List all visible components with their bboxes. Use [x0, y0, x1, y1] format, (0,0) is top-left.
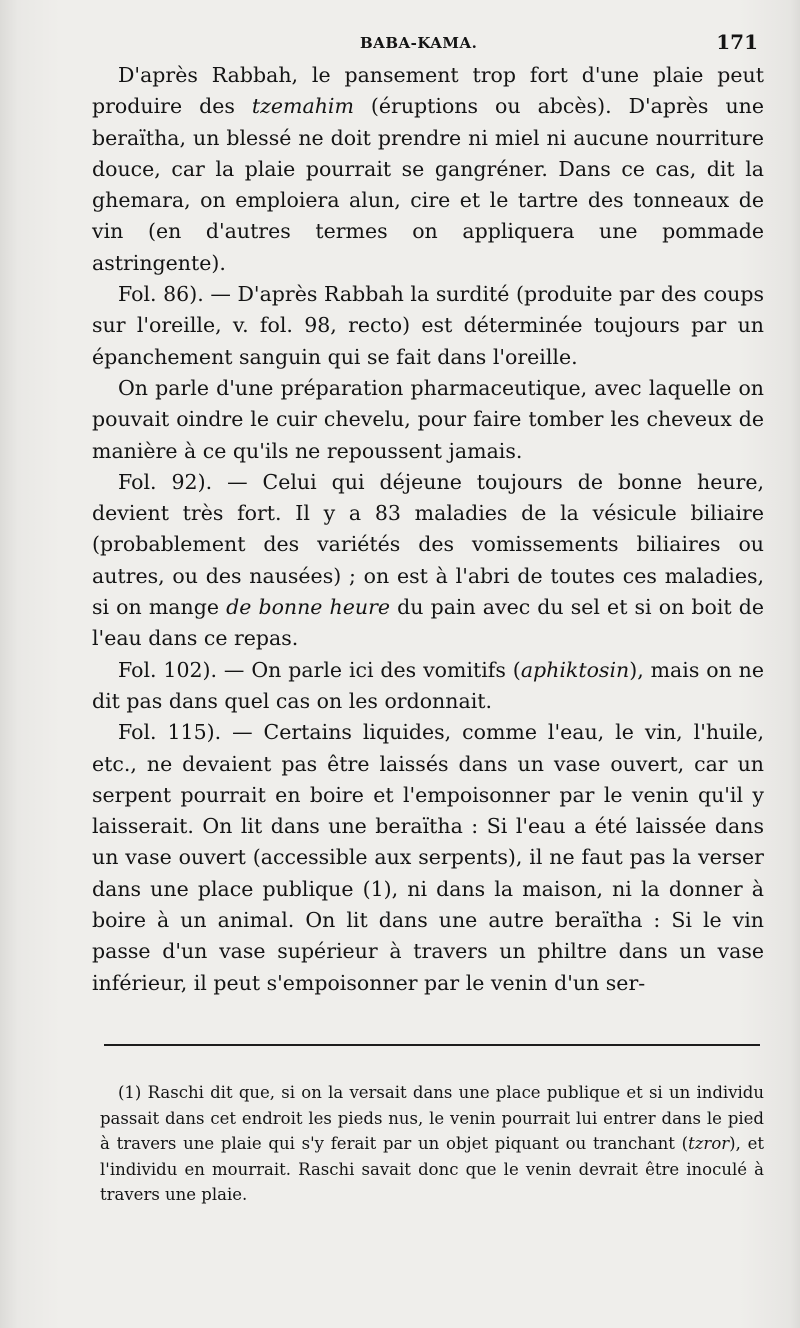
paragraph: [92, 467, 764, 655]
paragraph: [92, 373, 764, 467]
italic-term: de bonne heure: [226, 595, 391, 620]
text-run: ), et l'individu en mourrait. Raschi savait donc que le venin devrait être inoculé à travers une plaie.: [100, 1134, 764, 1204]
text-run: On parle d'une préparation pharmaceutique, avec laquelle on pouvait oindre le cuir chevelu, pour faire tomber les cheveux de manière à ce qu'ils ne repoussent jamais.: [92, 375, 764, 463]
page-number: 171: [716, 30, 758, 54]
paragraph: [92, 279, 764, 373]
text-run: ), mais on ne dit pas dans quel cas on les ordonnait.: [92, 657, 765, 713]
text-run: (éruptions ou abcès). D'après une beraïtha, un blessé ne doit prendre ni miel ni aucune nourriture douce, car la plaie pourrait se gangréner. Dans ce cas, dit la ghemara, on emploiera alun, cire et le tartre des tonneaux de vin (en d'autres termes on appliquera une pommade astringente).: [92, 94, 765, 275]
text-run: Fol. 115). — Certains liquides, comme l'eau, le vin, l'huile, etc., ne devaient pas être laissés dans un vase ouvert, car un serpent pourrait en boire et l'empoisonner par le venin qu'il y laisserait. On lit dans une beraïtha : Si l'eau a été laissée dans un vase ouvert (accessible aux serpents), il ne faut pas la verser dans une place publique (1), ni dans la maison, ni la donner à boire à un animal. On lit dans une autre beraïtha : Si le vin passe d'un vase supérieur à travers un philtre dans un vase inférieur, il peut s'empoisonner par le venin d'un ser-: [92, 720, 764, 995]
main-text: [92, 60, 764, 999]
page-header: [0, 30, 800, 60]
paragraph: [92, 717, 764, 999]
footnote-separator: [104, 1044, 760, 1046]
italic-term: tzemahim: [251, 94, 354, 119]
italic-term: tzror: [688, 1134, 730, 1153]
text-run: (1) Raschi dit que, si on la versait dans une place publique et si un individu passait dans cet endroit les pieds nus, le venin pourrait lui entrer dans le pied à travers une plaie qui s'y ferait par un objet piquant ou tranchant (: [100, 1083, 764, 1153]
paragraph: [92, 60, 764, 279]
footnote-text: [100, 1080, 764, 1208]
running-title: BABA-KAMA.: [360, 34, 478, 52]
text-run: Fol. 92). — Celui qui déjeune toujours de bonne heure, devient très fort. Il y a 83 maladies de la vésicule biliaire (probablement des variétés des vomissements biliaires ou autres, ou des nausées) ; on est à l'abri de toutes ces maladies, si on mange: [92, 469, 764, 620]
text-run: D'après Rabbah, le pansement trop fort d'une plaie peut produire des: [92, 63, 764, 119]
text-run: Fol. 102). — On parle ici des vomitifs (: [118, 657, 521, 682]
paragraph: [92, 655, 764, 718]
italic-term: aphiktosin: [520, 657, 630, 682]
text-run: Fol. 86). — D'après Rabbah la surdité (produite par des coups sur l'oreille, v. fol. 98, recto) est déterminée toujours par un épanchement sanguin qui se fait dans l'oreille.: [92, 282, 764, 369]
text-run: du pain avec du sel et si on boit de l'eau dans ce repas.: [92, 595, 764, 651]
footnote: [100, 1080, 764, 1208]
